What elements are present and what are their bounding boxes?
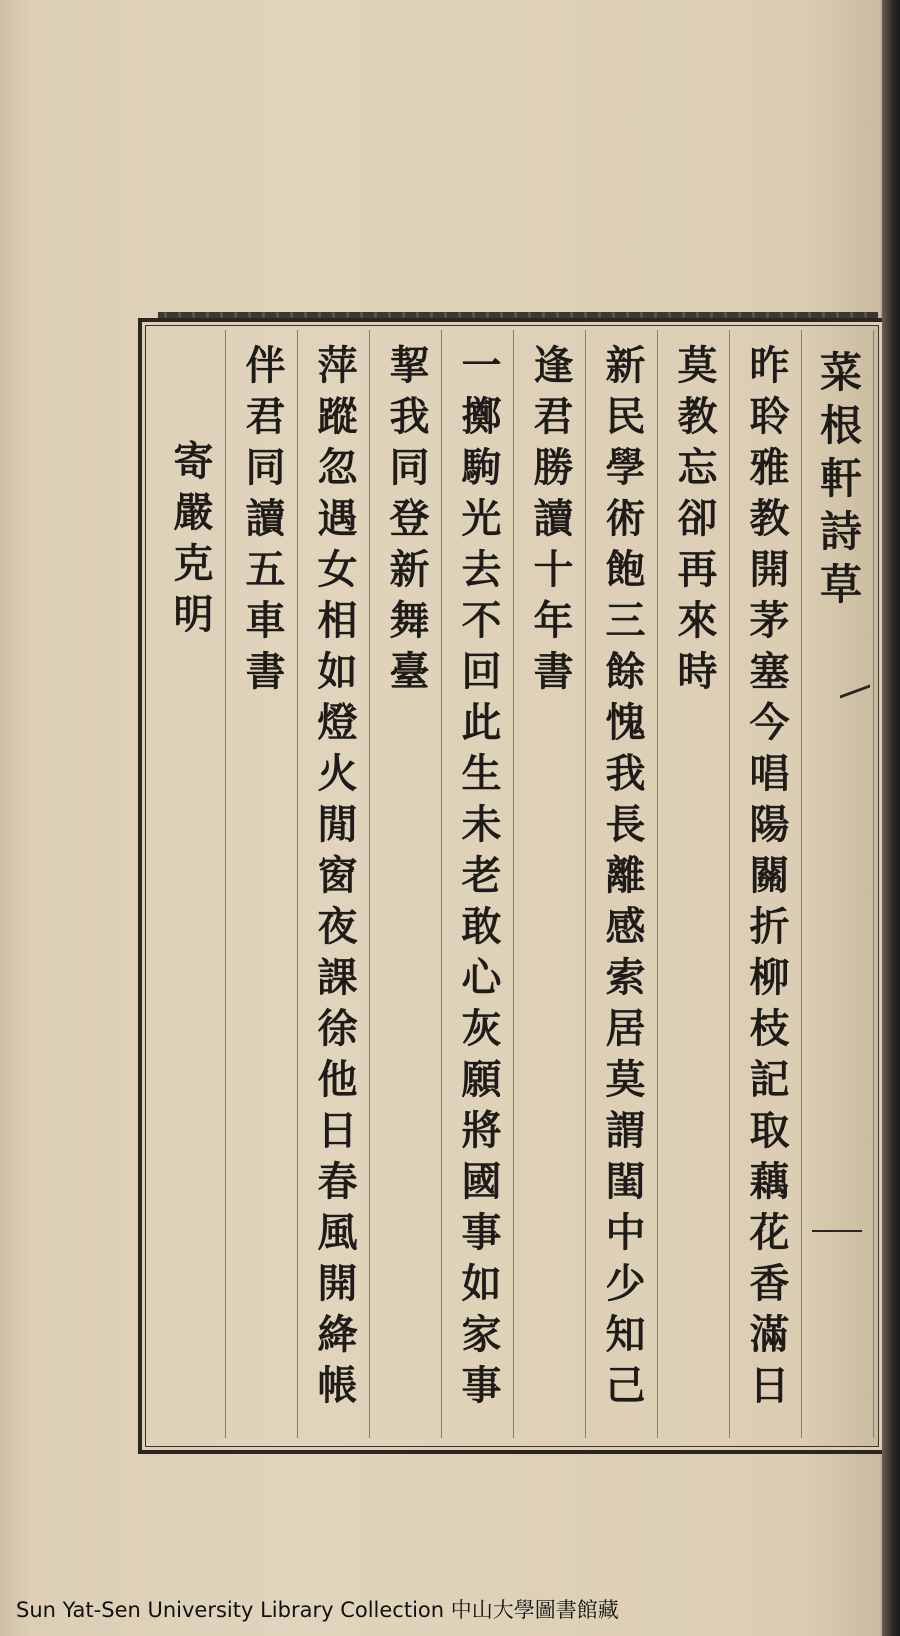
poem-line: 莫教忘卻再來時 [671, 344, 718, 701]
text-columns [150, 330, 874, 1438]
book-title: 菜根軒詩草 [814, 350, 863, 615]
library-credit: Sun Yat-Sen University Library Collection 中山大學圖書館藏 [16, 1598, 619, 1622]
poem-line: 逢君勝讀十年書 [527, 344, 574, 701]
poem-line: 挈我同登新舞臺 [383, 344, 430, 701]
poem-column-7 [298, 330, 370, 1438]
poem-line: 昨聆雅教開茅塞今唱陽關折柳枝記取藕花香滿日 [743, 344, 790, 1415]
poem-column-2 [658, 330, 730, 1438]
poem-line: 新民學術飽三餘愧我長離感索居莫謂閨中少知己 [599, 344, 646, 1415]
poem-line: 伴君同讀五車書 [239, 344, 286, 701]
poem-line: 一擲駒光去不回此生未老敢心灰願將國事如家事 [455, 344, 502, 1415]
poem-line: 萍蹤忽遇女相如燈火閒窗夜課徐他日春風開絳帳 [311, 344, 358, 1415]
dedication-column [154, 330, 226, 1438]
poem-column-4 [514, 330, 586, 1438]
poem-column-6 [370, 330, 442, 1438]
poem-column-8 [226, 330, 298, 1438]
poem-column-3 [586, 330, 658, 1438]
book-spine [882, 0, 900, 1636]
dedication: 寄嚴克明 [167, 440, 214, 644]
poem-column-5 [442, 330, 514, 1438]
title-column [802, 330, 874, 1438]
poem-column-1 [730, 330, 802, 1438]
